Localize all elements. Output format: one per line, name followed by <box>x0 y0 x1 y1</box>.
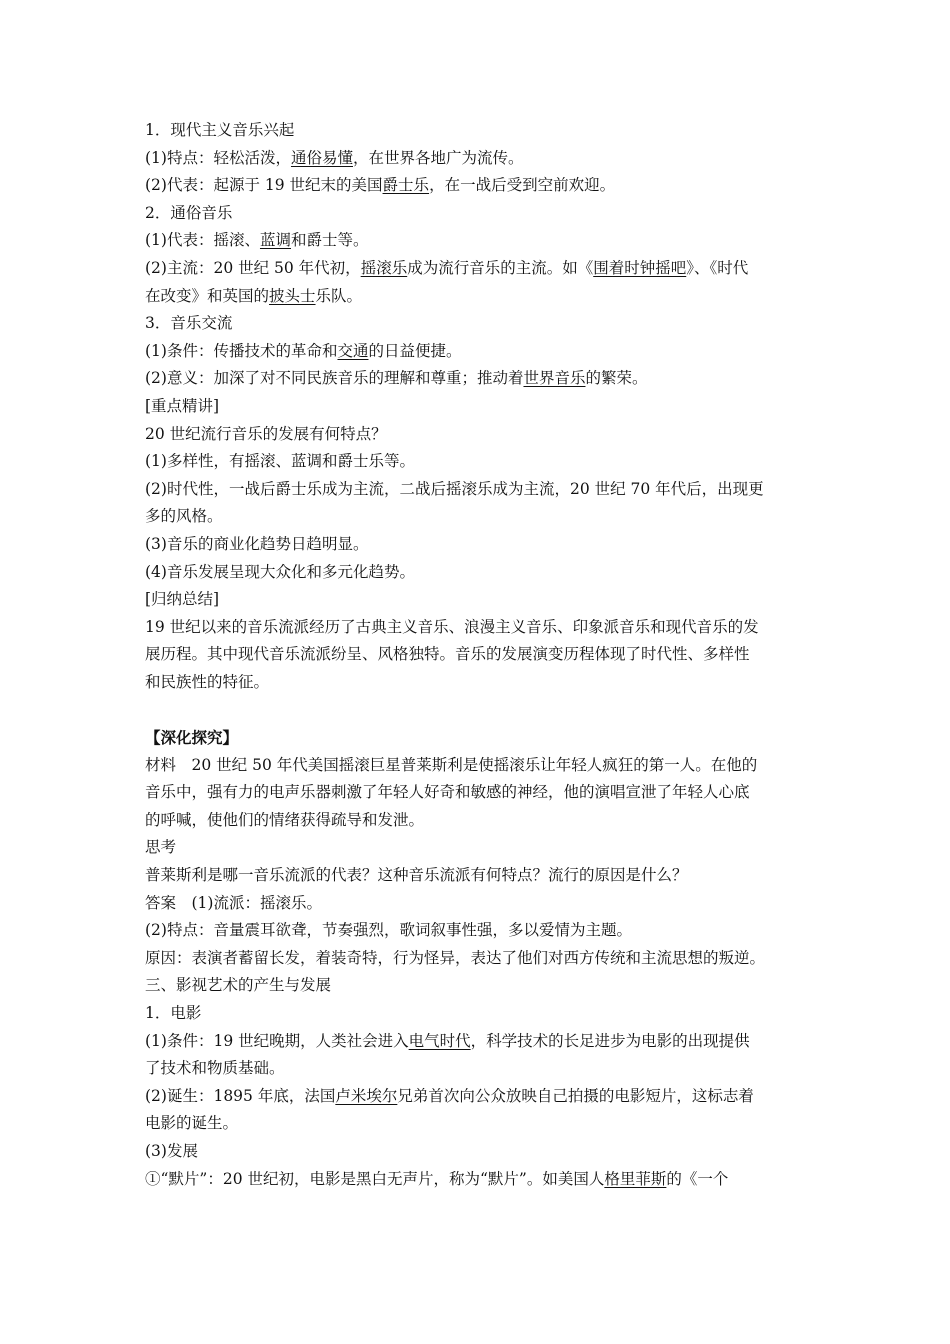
text-segment: 材料 20 世纪 50 年代美国摇滚巨星普莱斯利是使摇滚乐让年轻人疯狂的第一人。在他的 <box>145 755 758 774</box>
section-heading: 【深化探究】 <box>145 728 239 748</box>
text-line <box>145 476 810 504</box>
text-line <box>145 421 810 449</box>
text-segment: (3)音乐的商业化趋势日趋明显。 <box>145 534 369 553</box>
text-line <box>145 283 810 311</box>
text-segment: 乐队。 <box>315 286 363 305</box>
underlined-answer: 通俗易懂 <box>290 148 353 167</box>
text-line <box>145 1000 810 1028</box>
text-line <box>145 917 810 945</box>
text-line <box>145 117 810 145</box>
text-line <box>145 641 810 669</box>
text-segment: ，在世界各地广为流传。 <box>352 148 524 167</box>
underlined-answer: 披头士 <box>269 286 316 305</box>
text-segment: (2)时代性，一战后爵士乐成为主流，二战后摇滚乐成为主流，20 世纪 70 年代后，出现更 <box>145 479 764 498</box>
text-line <box>145 724 810 752</box>
text-line <box>145 834 810 862</box>
text-segment: ①“默片”：20 世纪初，电影是黑白无声片，称为“默片”。如美国人 <box>145 1169 605 1188</box>
underlined-answer: 格里菲斯 <box>604 1169 667 1188</box>
text-line <box>145 1138 810 1166</box>
text-segment: (1)特点：轻松活泼， <box>145 148 291 167</box>
text-line <box>145 559 810 587</box>
text-segment: 音乐中，强有力的电声乐器刺激了年轻人好奇和敏感的神经，他的演唱宣泄了年轻人心底 <box>145 783 750 802</box>
underlined-answer: 蓝调 <box>259 231 291 250</box>
text-line <box>145 227 810 255</box>
underlined-answer: 围着时钟摇吧 <box>593 258 687 277</box>
text-segment: (2)诞生：1895 年底，法国 <box>145 1086 336 1105</box>
text-line <box>145 862 810 890</box>
text-segment: 思考 <box>145 838 177 857</box>
text-segment: [归纳总结] <box>145 590 220 609</box>
text-segment: 的呼喊，使他们的情绪获得疏导和发泄。 <box>145 810 425 829</box>
text-segment: 的日益便捷。 <box>368 341 462 360</box>
text-line <box>145 503 810 531</box>
text-line <box>145 779 810 807</box>
text-segment: (1)条件：传播技术的革命和 <box>145 341 338 360</box>
text-line <box>145 890 810 918</box>
text-segment: (2)特点：音量震耳欲聋，节奏强烈，歌词叙事性强，多以爱情为主题。 <box>145 921 632 940</box>
text-segment: 三、影视艺术的产生与发展 <box>145 976 332 995</box>
text-line <box>145 1166 810 1194</box>
text-segment: (1)条件：19 世纪晚期，人类社会进入 <box>145 1031 409 1050</box>
text-line <box>145 586 810 614</box>
text-segment: ，科学技术的长足进步为电影的出现提供 <box>470 1031 750 1050</box>
underlined-answer: 摇滚乐 <box>360 258 408 277</box>
text-segment: [重点精讲] <box>145 396 220 415</box>
text-segment: 普莱斯利是哪一音乐流派的代表？这种音乐流派有何特点？流行的原因是什么？ <box>145 866 688 885</box>
text-line <box>145 200 810 228</box>
text-line <box>145 669 810 697</box>
underlined-answer: 交通 <box>337 341 369 360</box>
underlined-answer: 卢米埃尔 <box>335 1086 398 1105</box>
text-line <box>145 945 810 973</box>
text-segment: 成为流行音乐的主流。如《 <box>407 258 594 277</box>
text-line <box>145 1028 810 1056</box>
text-line <box>145 614 810 642</box>
text-line <box>145 1083 810 1111</box>
text-line <box>145 365 810 393</box>
text-segment: 1．电影 <box>145 1004 202 1022</box>
text-line <box>145 310 810 338</box>
document-page <box>145 117 810 1193</box>
text-line <box>145 393 810 421</box>
underlined-answer: 电气时代 <box>408 1031 471 1050</box>
text-segment: 原因：表演者蓄留长发，着装奇特，行为怪异，表达了他们对西方传统和主流思想的叛逆。 <box>145 948 766 967</box>
text-segment: 》、《时代 <box>686 258 749 277</box>
text-segment: (1)代表：摇滚、 <box>145 231 260 250</box>
text-segment: (1)多样性，有摇滚、蓝调和爵士乐等。 <box>145 452 415 471</box>
text-line <box>145 255 810 283</box>
text-line <box>145 145 810 173</box>
text-segment: 展历程。其中现代音乐流派纷呈、风格独特。音乐的发展演变历程体现了时代性、多样性 <box>145 645 750 664</box>
text-segment: 3．音乐交流 <box>145 314 233 333</box>
text-segment: 答案 (1)流派：摇滚乐。 <box>145 893 322 912</box>
text-line <box>145 1055 810 1083</box>
text-segment: (2)意义：加深了对不同民族音乐的理解和尊重；推动着 <box>145 369 524 388</box>
text-segment: 的《一个 <box>666 1169 729 1188</box>
text-segment: (4)音乐发展呈现大众化和多元化趋势。 <box>145 562 415 581</box>
text-line <box>145 972 810 1000</box>
text-segment: 兄弟首次向公众放映自己拍摄的电影短片，这标志着 <box>397 1086 754 1105</box>
text-line <box>145 448 810 476</box>
text-segment: 和爵士等。 <box>290 231 369 250</box>
text-segment: 19 世纪以来的音乐流派经历了古典主义音乐、浪漫主义音乐、印象派音乐和现代音乐的发 <box>145 617 759 636</box>
text-segment: ，在一战后受到空前欢迎。 <box>429 176 616 195</box>
text-segment: 和民族性的特征。 <box>145 672 270 691</box>
text-segment: 在改变》和英国的 <box>145 286 270 305</box>
text-line <box>145 1110 810 1138</box>
text-segment: 电影的诞生。 <box>145 1114 239 1133</box>
underlined-answer: 爵士乐 <box>382 176 430 195</box>
text-line <box>145 752 810 780</box>
text-segment: 20 世纪流行音乐的发展有何特点？ <box>145 424 387 443</box>
text-line <box>145 338 810 366</box>
text-segment: (2)主流：20 世纪 50 年代初， <box>145 258 361 277</box>
text-segment: 的繁荣。 <box>585 369 648 388</box>
text-segment: 2．通俗音乐 <box>145 203 233 222</box>
blank-line <box>145 696 810 724</box>
text-segment: (2)代表：起源于 19 世纪末的美国 <box>145 176 383 195</box>
text-segment: 1．现代主义音乐兴起 <box>145 121 295 139</box>
text-segment: 了技术和物质基础。 <box>145 1059 285 1078</box>
text-segment: 多的风格。 <box>145 507 223 526</box>
text-line <box>145 531 810 559</box>
text-line <box>145 807 810 835</box>
text-segment: (3)发展 <box>145 1141 198 1160</box>
underlined-answer: 世界音乐 <box>523 369 586 388</box>
text-line <box>145 172 810 200</box>
